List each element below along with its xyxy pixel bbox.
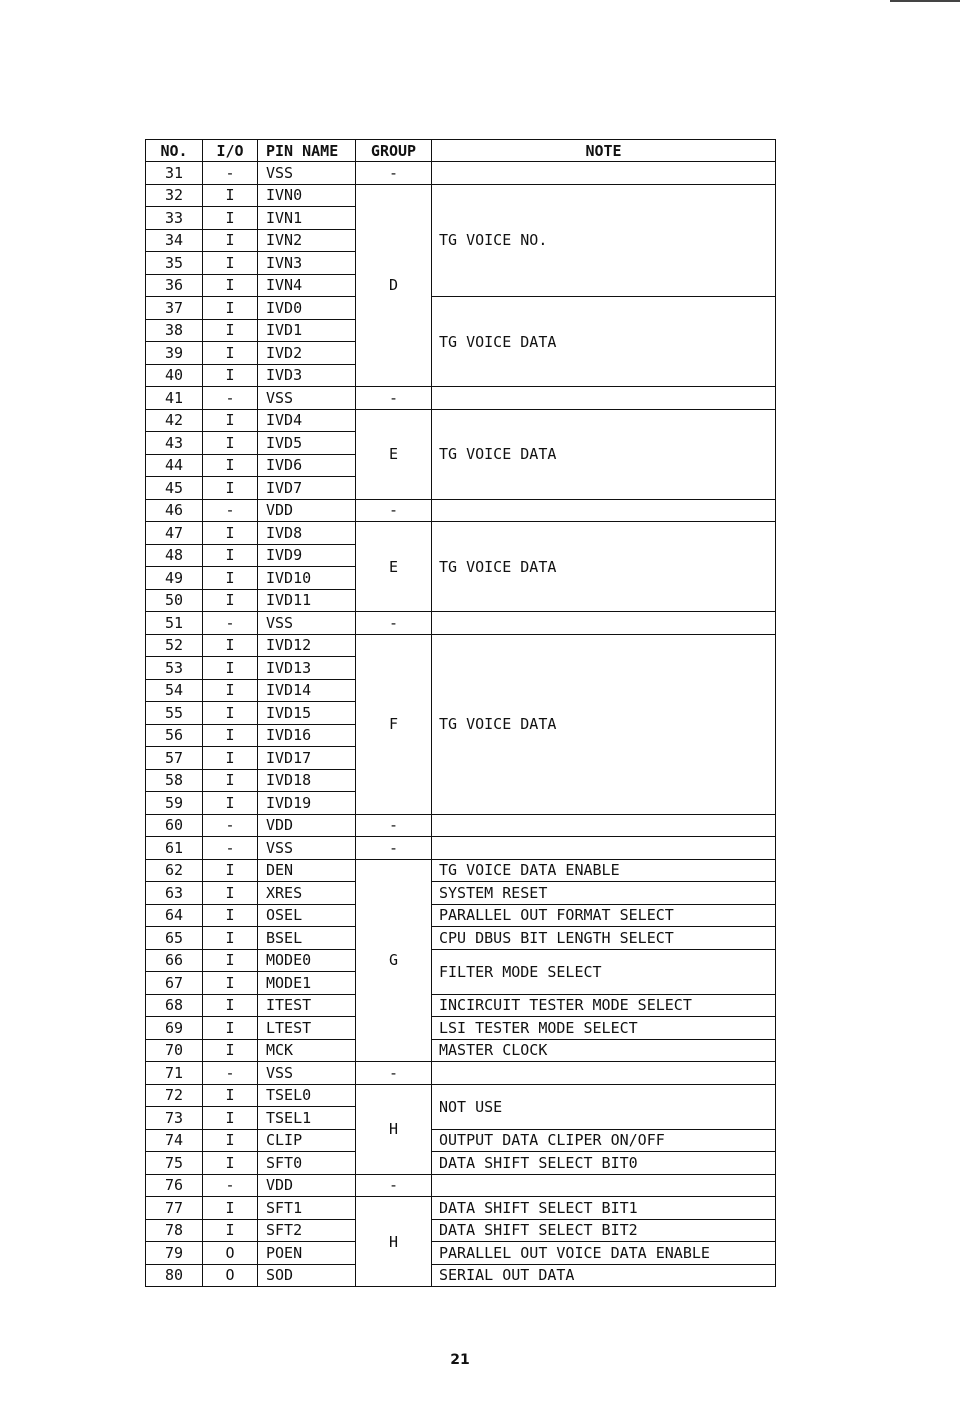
io-direction-cell: I	[203, 1152, 258, 1175]
pin-number-cell: 37	[146, 297, 203, 320]
io-direction-cell: -	[203, 1174, 258, 1197]
pin-number-cell: 44	[146, 454, 203, 477]
pin-name-cell: IVD10	[258, 567, 356, 590]
io-direction-cell: I	[203, 972, 258, 995]
io-direction-cell: I	[203, 1107, 258, 1130]
io-direction-cell: I	[203, 994, 258, 1017]
pin-name-cell: POEN	[258, 1242, 356, 1265]
table-row	[146, 904, 776, 927]
table-row	[146, 949, 776, 972]
pin-name-cell: IVD16	[258, 724, 356, 747]
group-cell: H	[356, 1197, 432, 1287]
pin-number-cell: 50	[146, 589, 203, 612]
io-direction-cell: I	[203, 477, 258, 500]
table-row	[146, 1062, 776, 1085]
pin-number-cell: 76	[146, 1174, 203, 1197]
pin-name-cell: LTEST	[258, 1017, 356, 1040]
table-row	[146, 499, 776, 522]
table-row	[146, 1174, 776, 1197]
pin-number-cell: 74	[146, 1129, 203, 1152]
note-cell: PARALLEL OUT FORMAT SELECT	[432, 904, 776, 927]
pin-number-cell: 32	[146, 184, 203, 207]
table-row	[146, 184, 776, 207]
group-cell: -	[356, 387, 432, 410]
io-direction-cell: I	[203, 949, 258, 972]
group-cell: -	[356, 1174, 432, 1197]
pin-name-cell: MODE0	[258, 949, 356, 972]
io-direction-cell: I	[203, 544, 258, 567]
io-direction-cell: I	[203, 724, 258, 747]
io-direction-cell: I	[203, 1219, 258, 1242]
io-direction-cell: -	[203, 1062, 258, 1085]
note-cell	[432, 612, 776, 635]
pin-number-cell: 71	[146, 1062, 203, 1085]
pin-number-cell: 49	[146, 567, 203, 590]
io-direction-cell: I	[203, 1084, 258, 1107]
io-direction-cell: -	[203, 837, 258, 860]
pin-number-cell: 66	[146, 949, 203, 972]
note-cell	[432, 162, 776, 185]
io-direction-cell: I	[203, 207, 258, 230]
io-direction-cell: I	[203, 702, 258, 725]
group-cell: E	[356, 409, 432, 499]
io-direction-cell: I	[203, 184, 258, 207]
pin-number-cell: 38	[146, 319, 203, 342]
header-io: I/O	[203, 140, 258, 162]
pin-name-cell: XRES	[258, 882, 356, 905]
io-direction-cell: I	[203, 859, 258, 882]
pin-name-cell: SFT1	[258, 1197, 356, 1220]
io-direction-cell: I	[203, 1197, 258, 1220]
io-direction-cell: I	[203, 747, 258, 770]
table-row	[146, 1152, 776, 1175]
pin-number-cell: 33	[146, 207, 203, 230]
scan-edge-rule	[890, 0, 960, 2]
pin-name-cell: SFT2	[258, 1219, 356, 1242]
pin-name-cell: TSEL1	[258, 1107, 356, 1130]
pin-name-cell: IVD19	[258, 792, 356, 815]
pin-name-cell: IVD11	[258, 589, 356, 612]
pin-name-cell: VSS	[258, 1062, 356, 1085]
pin-number-cell: 36	[146, 274, 203, 297]
header-group: GROUP	[356, 140, 432, 162]
header-no: NO.	[146, 140, 203, 162]
table-row	[146, 522, 776, 545]
group-cell: D	[356, 184, 432, 387]
note-cell: TG VOICE DATA	[432, 634, 776, 814]
pin-number-cell: 46	[146, 499, 203, 522]
group-cell: G	[356, 859, 432, 1062]
pin-number-cell: 68	[146, 994, 203, 1017]
group-cell: F	[356, 634, 432, 814]
table-row	[146, 612, 776, 635]
group-cell: -	[356, 162, 432, 185]
io-direction-cell: I	[203, 634, 258, 657]
pin-number-cell: 35	[146, 252, 203, 275]
pin-name-cell: IVD6	[258, 454, 356, 477]
pin-name-cell: IVD18	[258, 769, 356, 792]
pin-number-cell: 75	[146, 1152, 203, 1175]
note-cell: DATA SHIFT SELECT BIT2	[432, 1219, 776, 1242]
pin-number-cell: 31	[146, 162, 203, 185]
note-cell: TG VOICE DATA	[432, 297, 776, 387]
group-cell: -	[356, 499, 432, 522]
pin-number-cell: 57	[146, 747, 203, 770]
io-direction-cell: -	[203, 387, 258, 410]
io-direction-cell: I	[203, 522, 258, 545]
pin-name-cell: VSS	[258, 612, 356, 635]
group-cell: -	[356, 837, 432, 860]
pin-number-cell: 63	[146, 882, 203, 905]
pin-number-cell: 72	[146, 1084, 203, 1107]
pin-number-cell: 40	[146, 364, 203, 387]
table-row	[146, 634, 776, 657]
io-direction-cell: I	[203, 657, 258, 680]
table-row	[146, 814, 776, 837]
io-direction-cell: I	[203, 882, 258, 905]
pin-number-cell: 62	[146, 859, 203, 882]
io-direction-cell: -	[203, 814, 258, 837]
pin-name-cell: IVD13	[258, 657, 356, 680]
io-direction-cell: I	[203, 1039, 258, 1062]
pin-number-cell: 41	[146, 387, 203, 410]
io-direction-cell: -	[203, 162, 258, 185]
pin-number-cell: 53	[146, 657, 203, 680]
pin-name-cell: IVD5	[258, 432, 356, 455]
group-cell: -	[356, 1062, 432, 1085]
io-direction-cell: I	[203, 567, 258, 590]
pin-name-cell: IVN1	[258, 207, 356, 230]
pin-number-cell: 51	[146, 612, 203, 635]
pin-name-cell: IVN0	[258, 184, 356, 207]
pin-number-cell: 61	[146, 837, 203, 860]
note-cell: NOT USE	[432, 1084, 776, 1129]
note-cell: CPU DBUS BIT LENGTH SELECT	[432, 927, 776, 950]
note-cell: TG VOICE DATA ENABLE	[432, 859, 776, 882]
pin-name-cell: VDD	[258, 499, 356, 522]
pin-assignment-table	[145, 139, 776, 1287]
pin-number-cell: 39	[146, 342, 203, 365]
group-cell: E	[356, 522, 432, 612]
pin-name-cell: SOD	[258, 1264, 356, 1287]
pin-name-cell: IVD12	[258, 634, 356, 657]
note-cell: MASTER CLOCK	[432, 1039, 776, 1062]
note-cell	[432, 387, 776, 410]
pin-number-cell: 60	[146, 814, 203, 837]
pin-number-cell: 78	[146, 1219, 203, 1242]
table-row	[146, 1197, 776, 1220]
note-cell: PARALLEL OUT VOICE DATA ENABLE	[432, 1242, 776, 1265]
io-direction-cell: -	[203, 499, 258, 522]
io-direction-cell: I	[203, 432, 258, 455]
table-row	[146, 837, 776, 860]
pin-name-cell: IVD1	[258, 319, 356, 342]
pin-name-cell: VSS	[258, 837, 356, 860]
pin-name-cell: IVD0	[258, 297, 356, 320]
note-cell: DATA SHIFT SELECT BIT0	[432, 1152, 776, 1175]
pin-name-cell: ITEST	[258, 994, 356, 1017]
note-cell	[432, 1062, 776, 1085]
note-cell: DATA SHIFT SELECT BIT1	[432, 1197, 776, 1220]
io-direction-cell: I	[203, 319, 258, 342]
note-cell: SERIAL OUT DATA	[432, 1264, 776, 1287]
io-direction-cell: I	[203, 589, 258, 612]
io-direction-cell: O	[203, 1242, 258, 1265]
table-row	[146, 859, 776, 882]
pin-name-cell: IVD9	[258, 544, 356, 567]
pin-name-cell: IVD2	[258, 342, 356, 365]
table-row	[146, 1242, 776, 1265]
io-direction-cell: I	[203, 297, 258, 320]
table-row	[146, 409, 776, 432]
note-cell	[432, 837, 776, 860]
pin-number-cell: 70	[146, 1039, 203, 1062]
pin-number-cell: 80	[146, 1264, 203, 1287]
pin-number-cell: 73	[146, 1107, 203, 1130]
pin-name-cell: OSEL	[258, 904, 356, 927]
io-direction-cell: I	[203, 679, 258, 702]
table-row	[146, 297, 776, 320]
pin-number-cell: 69	[146, 1017, 203, 1040]
note-cell: SYSTEM RESET	[432, 882, 776, 905]
pin-number-cell: 55	[146, 702, 203, 725]
table-row	[146, 1039, 776, 1062]
io-direction-cell: I	[203, 409, 258, 432]
pin-number-cell: 67	[146, 972, 203, 995]
pin-number-cell: 42	[146, 409, 203, 432]
io-direction-cell: I	[203, 927, 258, 950]
table-row	[146, 1264, 776, 1287]
pin-number-cell: 79	[146, 1242, 203, 1265]
note-cell: LSI TESTER MODE SELECT	[432, 1017, 776, 1040]
note-cell: TG VOICE DATA	[432, 409, 776, 499]
pin-name-cell: TSEL0	[258, 1084, 356, 1107]
pin-number-cell: 65	[146, 927, 203, 950]
pin-name-cell: IVD3	[258, 364, 356, 387]
pin-name-cell: DEN	[258, 859, 356, 882]
pin-name-cell: IVD4	[258, 409, 356, 432]
note-cell: FILTER MODE SELECT	[432, 949, 776, 994]
table-row	[146, 1129, 776, 1152]
table-row	[146, 927, 776, 950]
pin-number-cell: 45	[146, 477, 203, 500]
group-cell: H	[356, 1084, 432, 1174]
table-row	[146, 1084, 776, 1107]
table-row	[146, 1017, 776, 1040]
table-row	[146, 387, 776, 410]
pin-number-cell: 77	[146, 1197, 203, 1220]
table-row	[146, 994, 776, 1017]
io-direction-cell: I	[203, 904, 258, 927]
pin-name-cell: IVN4	[258, 274, 356, 297]
pin-number-cell: 34	[146, 229, 203, 252]
pin-number-cell: 43	[146, 432, 203, 455]
pin-number-cell: 59	[146, 792, 203, 815]
io-direction-cell: I	[203, 769, 258, 792]
pin-name-cell: SFT0	[258, 1152, 356, 1175]
pin-name-cell: MODE1	[258, 972, 356, 995]
pin-name-cell: VSS	[258, 162, 356, 185]
pin-name-cell: VSS	[258, 387, 356, 410]
header-pin-name: PIN NAME	[258, 140, 356, 162]
pin-name-cell: MCK	[258, 1039, 356, 1062]
group-cell: -	[356, 612, 432, 635]
pin-name-cell: IVN3	[258, 252, 356, 275]
pin-name-cell: VDD	[258, 814, 356, 837]
table-row	[146, 1219, 776, 1242]
io-direction-cell: I	[203, 792, 258, 815]
pin-name-cell: IVD15	[258, 702, 356, 725]
io-direction-cell: O	[203, 1264, 258, 1287]
header-note: NOTE	[432, 140, 776, 162]
pin-number-cell: 54	[146, 679, 203, 702]
table-row	[146, 162, 776, 185]
note-cell	[432, 1174, 776, 1197]
io-direction-cell: I	[203, 1129, 258, 1152]
pin-name-cell: IVD7	[258, 477, 356, 500]
io-direction-cell: I	[203, 1017, 258, 1040]
pin-name-cell: IVD14	[258, 679, 356, 702]
io-direction-cell: I	[203, 364, 258, 387]
pin-number-cell: 48	[146, 544, 203, 567]
pin-number-cell: 64	[146, 904, 203, 927]
note-cell	[432, 814, 776, 837]
io-direction-cell: I	[203, 229, 258, 252]
table-body	[146, 162, 776, 1287]
table-row	[146, 882, 776, 905]
pin-name-cell: IVD17	[258, 747, 356, 770]
pin-name-cell: VDD	[258, 1174, 356, 1197]
pin-number-cell: 56	[146, 724, 203, 747]
table-header-row	[146, 140, 776, 162]
pin-name-cell: IVD8	[258, 522, 356, 545]
pin-name-cell: CLIP	[258, 1129, 356, 1152]
note-cell: TG VOICE DATA	[432, 522, 776, 612]
pin-number-cell: 58	[146, 769, 203, 792]
io-direction-cell: I	[203, 454, 258, 477]
pin-number-cell: 52	[146, 634, 203, 657]
io-direction-cell: -	[203, 612, 258, 635]
note-cell: TG VOICE NO.	[432, 184, 776, 297]
pin-number-cell: 47	[146, 522, 203, 545]
group-cell: -	[356, 814, 432, 837]
pin-name-cell: IVN2	[258, 229, 356, 252]
io-direction-cell: I	[203, 274, 258, 297]
pin-name-cell: BSEL	[258, 927, 356, 950]
page-number: 21	[450, 1352, 470, 1368]
note-cell	[432, 499, 776, 522]
note-cell: OUTPUT DATA CLIPER ON/OFF	[432, 1129, 776, 1152]
io-direction-cell: I	[203, 342, 258, 365]
io-direction-cell: I	[203, 252, 258, 275]
note-cell: INCIRCUIT TESTER MODE SELECT	[432, 994, 776, 1017]
